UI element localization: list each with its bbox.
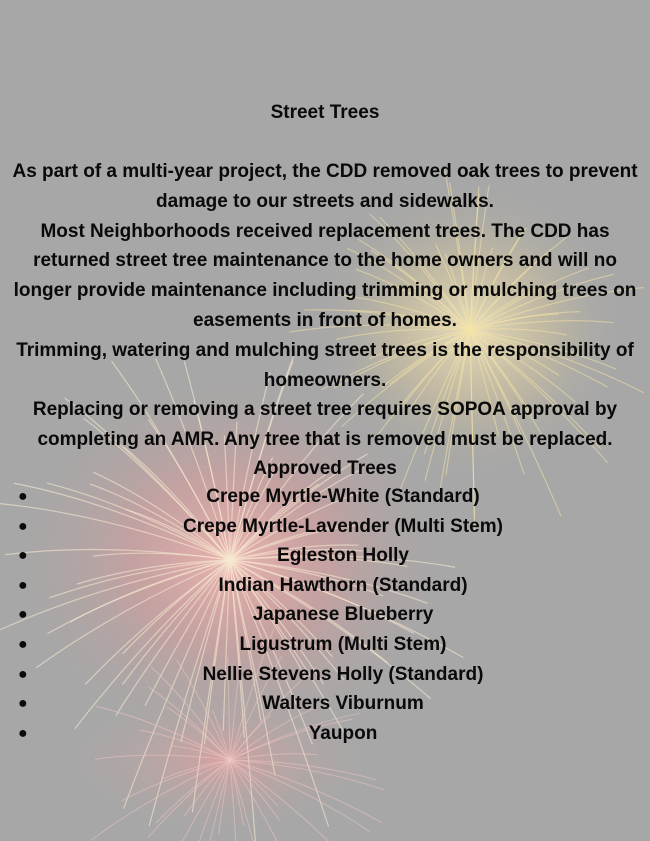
tree-name: Walters Viburnum (262, 693, 424, 715)
list-item (0, 600, 650, 630)
bullet-icon: ● (18, 724, 28, 742)
bullet-icon: ● (18, 488, 28, 505)
intro-paragraphs (4, 157, 646, 455)
bullet-icon: ● (18, 606, 28, 624)
bullet-icon: ● (18, 695, 28, 713)
paragraph-responsibility: Trimming, watering and mulching street trees is the responsibility of homeowners. (16, 339, 634, 391)
list-item (0, 660, 650, 690)
tree-name: Egleston Holly (277, 545, 409, 567)
list-item (0, 630, 650, 660)
approved-trees-heading: Approved Trees (253, 458, 397, 479)
tree-name: Japanese Blueberry (252, 604, 434, 626)
bullet-icon: ● (18, 547, 28, 565)
list-item (0, 689, 650, 719)
bullet-icon: ● (18, 635, 28, 653)
bullet-icon: ● (18, 517, 28, 535)
list-item (0, 512, 650, 542)
tree-name: Crepe Myrtle-White (Standard) (206, 486, 480, 507)
bullet-icon: ● (18, 576, 28, 594)
list-item (0, 541, 650, 571)
list-item (0, 719, 650, 749)
tree-name: Crepe Myrtle-Lavender (Multi Stem) (183, 515, 503, 537)
tree-name: Yaupon (308, 722, 378, 744)
tree-name: Ligustrum (Multi Stem) (239, 633, 447, 655)
page-title: Street Trees (270, 102, 380, 123)
bullet-icon: ● (18, 665, 28, 683)
tree-name: Indian Hawthorn (Standard) (218, 574, 468, 596)
approved-trees-list (0, 482, 650, 748)
list-item (0, 482, 650, 512)
list-item (0, 571, 650, 601)
paragraph-replacement: Replacing or removing a street tree requires SOPOA approval by completing an AMR. Any tree that is removed must be replaced. (32, 399, 618, 451)
paragraph-maintenance: Most Neighborhoods received replacement trees. The CDD has returned street tree maintenance to the home owners and will no longer provide maintenance including trimming or mulching trees on easements in front of homes. (13, 220, 637, 331)
tree-name: Nellie Stevens Holly (Standard) (202, 663, 484, 685)
paragraph-oak-removal: As part of a multi-year project, the CDD removed oak trees to prevent damage to our streets and sidewalks. (12, 161, 638, 212)
